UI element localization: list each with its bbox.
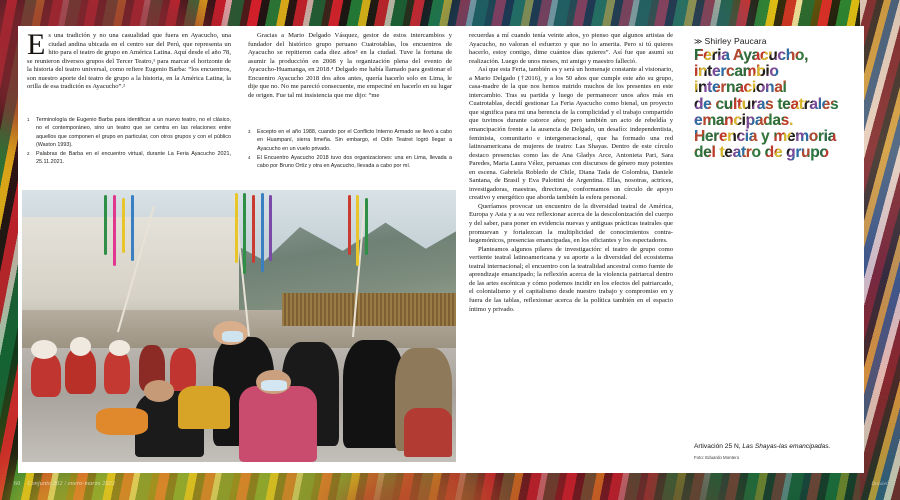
paragraph: recuerdas a mí cuando tenía veinte años, yo pienso que algunos artistas de Ayacucho, no valoran el esfuerzo y que no lo amerita. Pero si tú quieres hacerlo, estoy contigo, dime cuántos días quieres”. Así fue que asumí su realización. Luego de unos meses, mi amigo y maestro falleció. (469, 32, 673, 65)
folio-publication: Conjunto 202 (27, 481, 63, 487)
headline-line: del teatro de grupo (694, 144, 829, 162)
footnote-item (27, 150, 231, 167)
folio-left (14, 481, 115, 487)
footnotes-column-1 (27, 116, 231, 168)
photo-ribbon (113, 195, 116, 266)
photo-dancer (170, 348, 196, 392)
footnote-item (248, 154, 452, 171)
caption-title: Las Shayas-las emancipadas. (742, 443, 831, 450)
photo-fence (282, 293, 456, 326)
photo-face-mask (261, 380, 287, 391)
photo-dancer-hat (109, 340, 131, 356)
photo-dancer-hat (70, 337, 92, 356)
photo-pink-skirt (239, 386, 317, 462)
headline-line: emancipadas. (694, 111, 793, 129)
caption-lead: Artivación 25 N, (694, 443, 743, 450)
photo-performer-yellow (178, 386, 230, 430)
footnote-text: Excepto en el año 1988, cuando por el Conflicto Interno Armado se llevó a cabo en Huampaní, sierra limeña. Sin embargo, el Odín Teatret logró llegar a Ayacucho en un vuelo privado. (257, 129, 452, 152)
footnote-text: Terminología de Eugenio Barba para identificar a un nuevo teatro, no el clásico, no el contemporáneo, sino un teatro que se centra en las relaciones entre aquellos que componen el grupo en particular, con otros grupos y con el público (Waston 1993). (36, 117, 231, 148)
footnote-text: Palabras de Barba en el encuentro virtual, durante La Feria Ayacucho 2021, 25.11.2021. (36, 151, 231, 166)
folio-issue-date: enero-marzo 2022 (67, 481, 116, 487)
paragraph: Gracias a Mario Delgado Vásquez, gestor de estos intercambios y fundador del histórico grupo peruano Cuatrotablas, los encuentros de Ayacucho se repitieron cada diez años³ en la ciudad. Tuve la fortuna de asumir la producción en 2008 y la organización plena del evento de Ayacucho-Huamanga, en 2018.⁴ Delgado me había llamado para gestionar el Encuentro Ayacucho 2018 dos años antes, quería hacerlo solo en Lima, le dije que no. No me pareció consecuente, me empeciné en hacerlo en su lugar de origen. Fue tal mi insistencia que me dijo: “me (248, 32, 452, 99)
headline-line: Feria Ayacucho, (694, 47, 809, 64)
photo-ribbon (348, 195, 351, 255)
drop-cap: E (27, 28, 46, 61)
folio-separator: / (64, 481, 67, 487)
footnote-marker: 2 (27, 151, 30, 157)
footnote-item (248, 128, 452, 153)
paragraph: Así que esta Feria, también es y será un homenaje constante al visionario, a Mario Delgado (†2016), y a los 50 años que cumple este año su grupo, casa-madre de la que nos hemos nutrido muchos de los presentes en este intercambio. Tras su partida y luego de permanecer unos años más en Cuatrotablas, decidí gestionar La Feria Ayacucho como bienal, un proyecto que significa para mi una berencia de la complicidad y el trabajo compartido que tuvimos durante catorce años; pero también un acto de rebeldía y emancipación frente a la ausencia de Delgado, un desafío: independentista, feminista, comunitario e intergeneracional, que ha formado una red latinoamericana de mujeres de teatro: Las Shayas. Dentro de este círculo destaco presencias como las de Ana Gladys Arce, Antonieta Pari, Sara Paredes, Maria Laura Vélez, peruanas con discursos de género muy potentes en escena. Gabriela Robledo de Chile, Diana Tada de Colombia, Daniele Santana, de Brasil y Eva Palottini de Argentina. Ellas, nosotras, actrices, investigadoras, maestras, directoras, conformamos un círculo de apoyo creativo y energético que aborda también la esfera personal. (469, 66, 673, 202)
photo-ribbon (261, 193, 264, 272)
photo-dancer-hat (31, 340, 57, 359)
photo-kneeling-performer (404, 408, 452, 457)
photo-ribbon (243, 193, 246, 275)
photo-ribbon (122, 198, 125, 252)
byline-author: Shirley Paucara (704, 36, 767, 46)
headline-line: Herencia y memoria (694, 128, 836, 146)
footnote-text: El Encuentro Ayacucho 2018 tuvo dos organizaciones: una en Lima, llevada a cabo por Bruno Ortíz y otra en Ayacucho, llevada a cabo por mí. (257, 154, 452, 170)
byline (694, 36, 864, 46)
folio-right-section: Dossier (871, 481, 888, 487)
footnote-marker: 4 (248, 154, 251, 160)
body-column-3 (469, 32, 673, 314)
body-column-2 (248, 32, 452, 100)
photo-ribbon (235, 193, 238, 264)
footnote-item (27, 116, 231, 149)
headline-line: internacional (694, 79, 787, 97)
photo-ribbon (104, 195, 107, 255)
paragraph: Planteamos algunos pilares de investigación: el teatro de grupo como vertiente teatral latinoamericana y su aporte a la diversidad del ecosistema teatral internacional; el encuentro con la teatralidad ancestral como fuente de aprendizaje emancipado; la reflexión acerca de la violencia patriarcal dentro de las artes escénicas y cómo podemos incidir en los efectos del patriarcado, el colonialismo y el capitalismo desde nuestro trabajo y compromiso en y fuera de las tablas, reflexionar acerca de la política también en el espacio íntimo y privado. (469, 245, 673, 313)
byline-chevron-icon: ≫ (694, 37, 703, 46)
paragraph: Queríamos provocar un encuentro de la diversidad teatral de América, Europa y Asia y a su vez reflexionar acerca de la descolonización del cuerpo y del saber, para poner en evidencia nuevas y antiguas prácticas teatrales que promuevan y fortalezcan la multiplicidad de conocimientos contra-hegemónicos, presencias emancipadas, en los oficiantes y los espectadores. (469, 202, 673, 245)
photo-ribbon (269, 195, 272, 260)
photo-ribbon (365, 198, 368, 255)
right-edge-photo (860, 0, 900, 500)
headline-line: de culturas teatrales (694, 95, 839, 113)
photo-dancer (31, 353, 61, 397)
paragraph: s una tradición y no una casualidad que fuera en Ayacucho, una ciudad andina ubicada en el centro sur del Perú, que representa un hito para el teatro de grupo en América Latina. Aquí desde el año 78, se reunieron diversos grupos del Tercer Teatro,¹ para marcar el horizonte de la historia del teatro universal, como refiere Eugenio Barba: “los encuentros, son nuestro aporte del teatro de grupo a la historia, en la América Latina, la orilla de esa tradición es Ayacucho”.² (27, 32, 231, 91)
photo-ribbon (252, 195, 255, 263)
footnote-marker: 1 (27, 117, 30, 122)
photo-ribbon (131, 195, 134, 260)
page-title (694, 48, 866, 161)
footnotes-column-2 (248, 128, 452, 171)
footnote-marker: 3 (248, 129, 251, 134)
main-article-photo (22, 190, 456, 462)
photo-caption (694, 443, 864, 451)
photo-performer-head (144, 380, 174, 402)
folio-page-number: 60 (14, 481, 21, 487)
photo-credit: Foto: Eduardo Montero (694, 455, 740, 460)
photo-dancer (104, 350, 130, 394)
body-column-1 (27, 28, 231, 92)
photo-face-mask (222, 331, 244, 342)
headline-line: intercambio (694, 63, 779, 81)
photo-ribbon (356, 195, 359, 266)
photo-flower-bundle (96, 408, 148, 435)
